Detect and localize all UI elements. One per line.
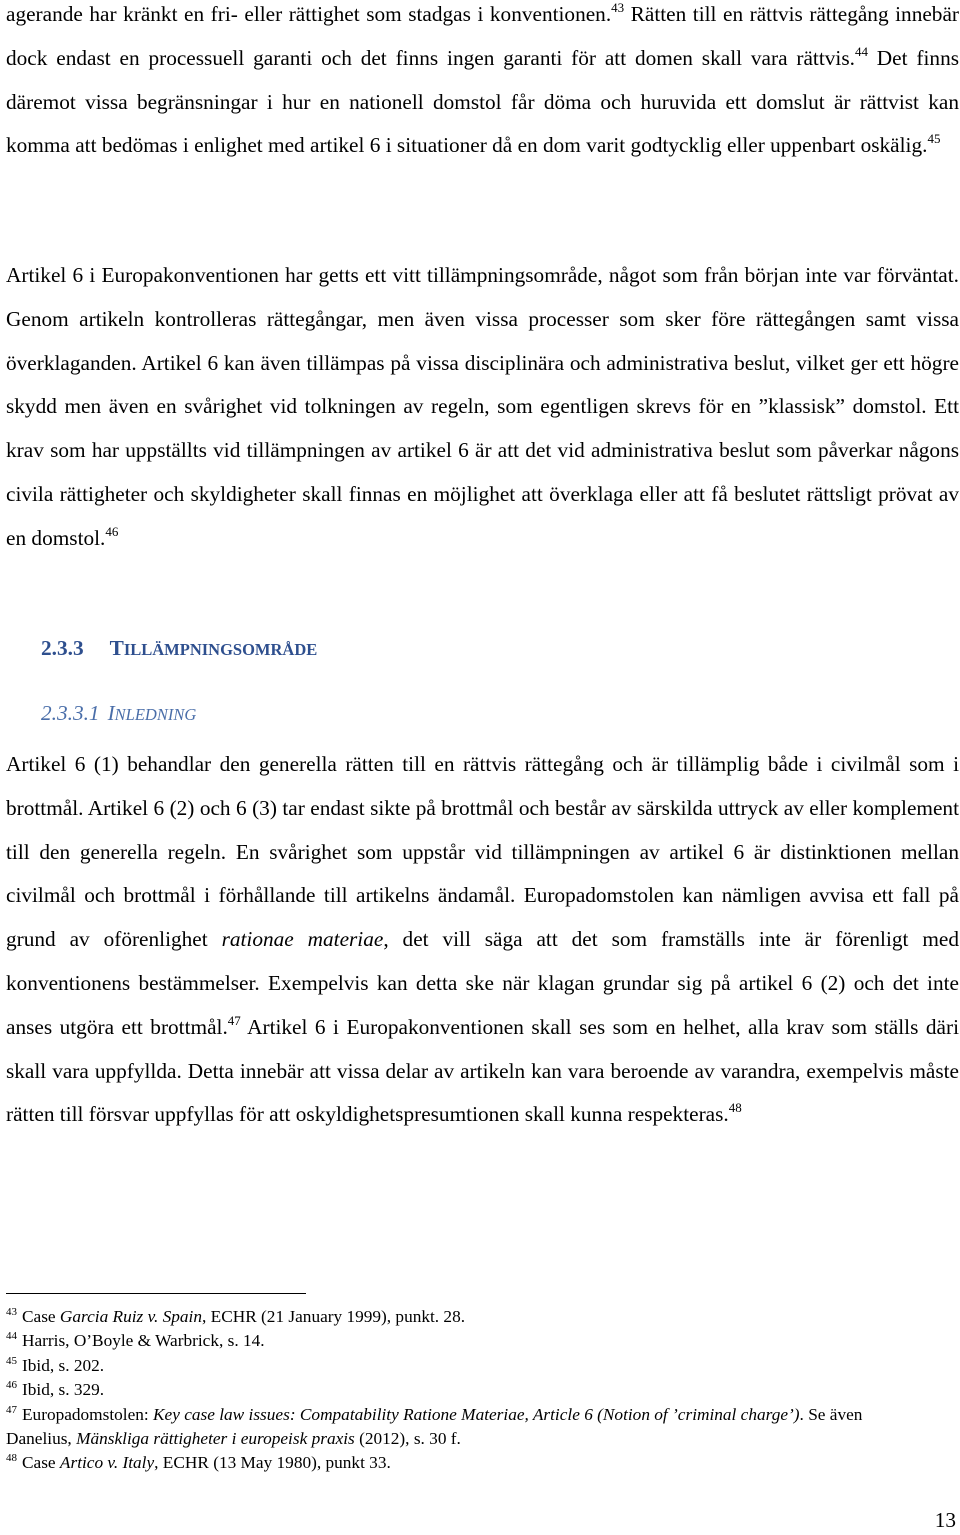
footnote-reference-43[interactable]: 43: [611, 0, 625, 15]
footnote-47: [6, 1403, 906, 1452]
paragraph-introduction: [6, 743, 959, 1137]
section-heading-2-3-3-1: [41, 701, 196, 726]
footnote-case-name: Artico v. Italy: [59, 1453, 155, 1473]
footnote-text: , ECHR (21 January 1999), punkt. 28.: [202, 1307, 466, 1326]
footnote-number: 45: [6, 1354, 17, 1367]
paragraph-text: agerande har kränkt en fri- eller rättighet som stadgas i konventionen.: [6, 2, 612, 26]
footnote-reference-46[interactable]: 46: [105, 523, 119, 539]
footnote-book-title: Mänskliga rättigheter i europeisk praxis: [76, 1429, 355, 1449]
paragraph-italic-term: rationae materiae: [221, 927, 384, 952]
footnote-number: 43: [6, 1306, 17, 1318]
paragraph-text: , det vill säga att det som framställs inte är förenligt med konventionens bestämmelser. Exempelvis kan detta ske när klagan grundar sig på artikel 6 (2) och det inte anses utgöra ett brottmål.: [6, 927, 960, 1039]
footnote-number: 44: [6, 1330, 17, 1343]
footnote-text: (2012), s. 30 f.: [354, 1429, 461, 1449]
heading-rest: ILLÄMPNINGSOMRÅDE: [123, 640, 318, 659]
footnote-48: [6, 1451, 906, 1475]
heading-initial: I: [107, 701, 115, 725]
section-number: 2.3.3.1: [41, 701, 100, 725]
paragraph-text: Det finns däremot vissa begränsningar i hur en nationell domstol får döma och huruvida ett domslut är rättvist kan komma att bedömas i enlighet med artikel 6 i situationer då en dom varit godtycklig eller uppenbart oskälig.: [6, 45, 960, 158]
footnote-text: Ibid, s. 202.: [22, 1355, 105, 1375]
heading-initial: T: [109, 636, 124, 660]
footnote-43: [6, 1305, 906, 1329]
footnote-number: 46: [6, 1379, 17, 1392]
footnotes: [6, 1305, 906, 1476]
paragraph-text: Artikel 6 (1) behandlar den generella rätten till en rättvis rättegång och är tillämplig både i civilmål som i brottmål. Artikel 6 (2) och 6 (3) tar endast sikte på brottmål och består av särskilda uttryck av eller komplement till den generella regeln. En svårighet som uppstår vid tillämpningen av artikel 6 är distinktionen mellan civilmål och brottmål i förhållande till artikelns ändamål. Europadomstolen kan nämligen avvisa ett fall på grund av oförenlighet: [6, 752, 959, 952]
footnote-text: . Se även Danelius,: [6, 1404, 863, 1449]
footnote-source-title: Key case law issues: Compatability Ratione Materiae, Article 6 (Notion of ’criminal charge’): [153, 1404, 800, 1424]
footnote-separator: [6, 1293, 306, 1294]
footnote-text: Case: [22, 1453, 60, 1473]
section-heading-2-3-3: [41, 636, 317, 661]
footnote-reference-45[interactable]: 45: [927, 131, 941, 147]
footnote-reference-44[interactable]: 44: [854, 43, 868, 59]
paragraph-fair-trial-guarantee: [6, 0, 959, 168]
footnote-text: Ibid, s. 329.: [22, 1380, 105, 1400]
footnote-reference-47[interactable]: 47: [227, 1012, 241, 1028]
paragraph-text: Artikel 6 i Europakonventionen har getts ett vitt tillämpningsområde, något som från början inte var förväntat. Genom artikeln kontrolleras rättegångar, men även vissa processer som sker före rättegången samt vissa överklaganden. Artikel 6 kan även tillämpas på vissa disciplinära och administrativa beslut, vilket ger ett högre skydd men även en svårighet vid tolkningen av regeln, som egentligen skrevs för en ”klassisk” domstol. Ett krav som har uppställts vid tillämpningen av artikel 6 är att det vid administrativa beslut som påverkar någons civila rättigheter och skyldigheter skall finnas en möjlighet att överklaga eller att få beslutet rättsligt prövat av en domstol.: [6, 263, 959, 550]
heading-rest: NLEDNING: [114, 705, 197, 724]
paragraph-text: Artikel 6 i Europakonventionen skall ses som en helhet, alla krav som ställs däri skall vara uppfyllda. Detta innebär att vissa delar av artikeln kan vara beroende av varandra, exempelvis måste rätten till försvar uppfyllas för att oskyldighetspresumtionen skall kunna respekteras.: [6, 1014, 959, 1127]
footnote-case-name: Garcia Ruiz v. Spain: [59, 1307, 202, 1326]
paragraph-text: Rätten till en rättvis rättegång innebär dock endast en processuell garanti och det finns ingen garanti för att domen skall vara rättvis.: [6, 2, 959, 70]
paragraph-scope-of-application: [6, 254, 959, 561]
footnote-reference-48[interactable]: 48: [728, 1100, 742, 1116]
footnote-46: [6, 1378, 906, 1402]
footnote-number: 47: [6, 1403, 17, 1416]
footnote-number: 48: [6, 1452, 17, 1465]
section-number: 2.3.3: [41, 636, 84, 660]
page-number: 13: [934, 1508, 956, 1532]
footnote-text: Europadomstolen:: [22, 1404, 154, 1424]
footnote-text: , ECHR (13 May 1980), punkt 33.: [154, 1453, 391, 1473]
footnote-text: Harris, O’Boyle & Warbrick, s. 14.: [22, 1331, 265, 1351]
footnote-45: [6, 1354, 906, 1378]
footnote-44: [6, 1329, 906, 1353]
footnote-text: Case: [22, 1307, 60, 1326]
